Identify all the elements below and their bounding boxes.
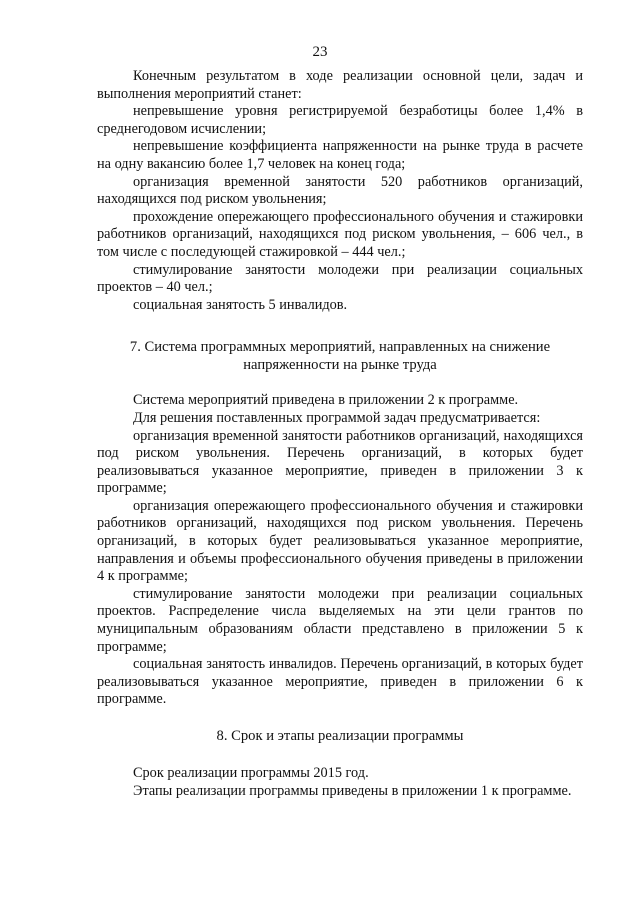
- intro-paragraph: Конечным результатом в ходе реализации основной цели, задач и выполнения мероприятий станет:: [97, 68, 583, 102]
- page-number: 23: [312, 44, 328, 60]
- section-7-title-line: 7. Система программных мероприятий, направленных на снижение: [129, 339, 551, 356]
- result-item: непревышение коэффициента напряженности на рынке труда в расчете на одну вакансию более 1,7 человек на конец года;: [97, 138, 583, 172]
- section-7-paragraph: организация временной занятости работников организаций, находящихся под риском увольнения. Перечень организаций, в которых будет реализовываться указанное мероприятие, приведен в приложении 3 к программе;: [97, 427, 583, 497]
- result-item: прохождение опережающего профессионального обучения и стажировки работников организаций, находящихся под риском увольнения, – 606 чел., в том числе с последующей стажировкой – 444 чел.;: [97, 208, 583, 260]
- section-8-paragraph: Срок реализации программы 2015 год.: [133, 765, 369, 781]
- result-item: непревышение уровня регистрируемой безработицы более 1,4% в среднегодовом исчислении;: [97, 103, 583, 137]
- page-content: [97, 68, 583, 800]
- section-7-paragraph: организация опережающего профессионального обучения и стажировки работников организаций, находящихся под риском увольнения. Перечень организаций, в которых будет реализовываться указанное мероприятие, направления и объемы профессионального обучения приведены в приложении 4 к программе;: [97, 497, 583, 585]
- section-7-paragraph: стимулирование занятости молодежи при реализации социальных проектов. Распределение числа выделяемых на эти цели грантов по муниципальным образованиям области представлено в приложении 5 к программе;: [97, 585, 583, 655]
- section-7-paragraph: Для решения поставленных программой задач предусматривается:: [133, 409, 541, 426]
- section-7-paragraph: Система мероприятий приведена в приложении 2 к программе.: [133, 392, 519, 409]
- section-7-paragraph: социальная занятость инвалидов. Перечень организаций, в которых будет реализовываться указанное мероприятие, приведен в приложении 6 к программе.: [97, 656, 583, 708]
- result-item: социальная занятость 5 инвалидов.: [133, 296, 348, 313]
- section-8-heading: 8. Срок и этапы реализации программы: [216, 728, 464, 744]
- result-item: стимулирование занятости молодежи при реализации социальных проектов – 40 чел.;: [97, 261, 583, 296]
- section-8-paragraph: Этапы реализации программы приведены в приложении 1 к программе.: [133, 782, 572, 799]
- result-item: организация временной занятости 520 работников организаций, находящихся под риском увольнения;: [97, 173, 583, 208]
- section-7-title-line: напряженности на рынке труда: [243, 357, 437, 374]
- section-7-heading: [97, 338, 583, 374]
